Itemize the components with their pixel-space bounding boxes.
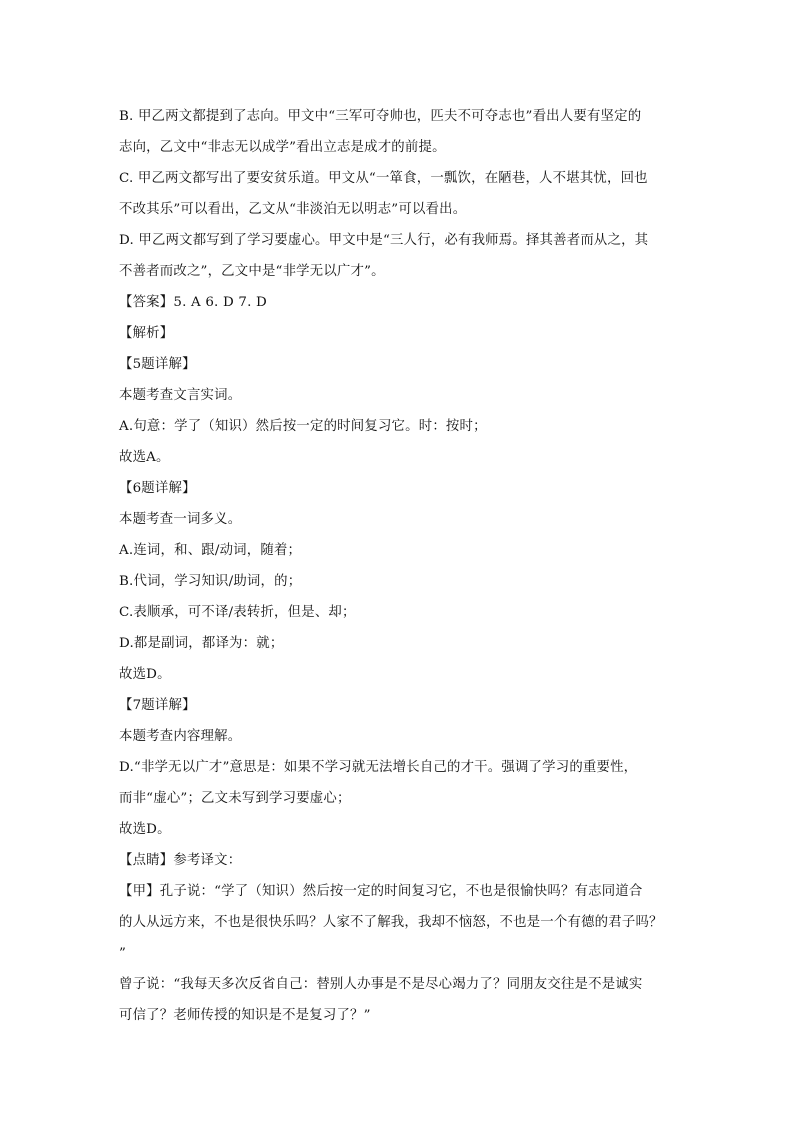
q7-explanation-2: 而非“虚心”；乙文未写到学习要虚心； (119, 791, 351, 806)
translation-jia-line-1: 【甲】孔子说：“学了（知识）然后按一定的时间复习它，不也是很愉快吗？有志同道合 (119, 884, 643, 899)
q5-heading: 【5题详解】 (119, 357, 196, 372)
option-b-line-1: B. 甲乙两文都提到了志向。甲文中“三军可夺帅也，匹夫不可夺志也”看出人要有坚定的 (119, 109, 642, 124)
q6-option-a: A.连词，和、跟/动词，随着； (119, 543, 302, 558)
translation-jia-line-3: ” (119, 946, 127, 961)
q7-topic: 本题考查内容理解。 (119, 729, 242, 744)
answer-line: 【答案】5. A 6. D 7. D (119, 295, 267, 310)
q6-heading: 【6题详解】 (119, 481, 196, 496)
translation-zengzi-line-1: 曾子说：“我每天多次反省自己：替别人办事是不是尽心竭力了？同朋友交往是不是诚实 (119, 977, 643, 992)
document-body (119, 101, 679, 1031)
translation-zengzi-line-2: 可信了？老师传授的知识是不是复习了？” (119, 1008, 371, 1023)
q6-topic: 本题考查一词多义。 (119, 512, 242, 527)
q6-option-c: C.表顺承，可不译/表转折，但是、却； (119, 605, 356, 620)
q7-choice: 故选D。 (119, 822, 171, 837)
q5-choice: 故选A。 (119, 450, 170, 465)
q7-heading: 【7题详解】 (119, 698, 196, 713)
analysis-heading: 【解析】 (119, 326, 174, 341)
option-b-line-2: 志向，乙文中“非志无以成学”看出立志是成才的前提。 (119, 140, 446, 155)
q7-explanation-1: D.“非学无以广才”意思是：如果不学习就无法增长自己的才干。强调了学习的重要性， (119, 760, 638, 775)
tip-heading: 【点睛】参考译文： (119, 853, 242, 868)
q6-option-d: D.都是副词，都译为：就； (119, 636, 284, 651)
q5-explanation: A.句意：学了（知识）然后按一定的时间复习它。时：按时； (119, 419, 487, 434)
q6-choice: 故选D。 (119, 667, 171, 682)
option-d-line-2: 不善者而改之”，乙文中是“非学无以广才”。 (119, 264, 385, 279)
q6-option-b: B.代词，学习知识/助词，的； (119, 574, 302, 589)
option-c-line-2: 不改其乐”可以看出，乙文从“非淡泊无以明志”可以看出。 (119, 202, 467, 217)
option-c-line-1: C. 甲乙两文都写出了要安贫乐道。甲文从“一箪食，一瓢饮，在陋巷，人不堪其忧，回也 (119, 171, 648, 186)
q5-topic: 本题考查文言实词。 (119, 388, 242, 403)
translation-jia-line-2: 的人从远方来，不也是很快乐吗？人家不了解我，我却不恼怒，不也是一个有德的君子吗？ (119, 915, 663, 930)
option-d-line-1: D. 甲乙两文都写到了学习要虚心。甲文中是“三人行，必有我师焉。择其善者而从之，其 (119, 233, 649, 248)
